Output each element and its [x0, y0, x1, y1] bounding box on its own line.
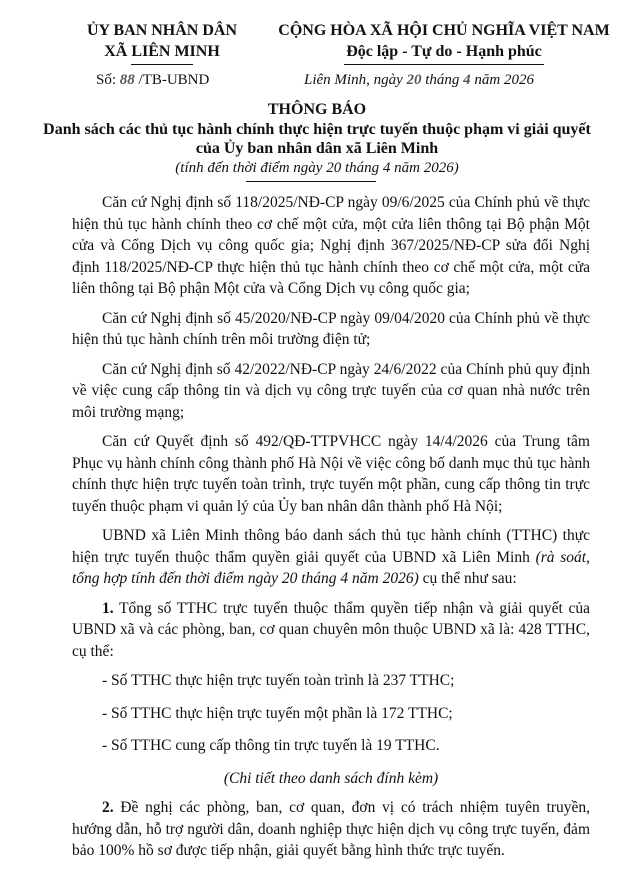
document-title: THÔNG BÁO	[267, 101, 367, 118]
national-name: CỘNG HÒA XÃ HỘI CHỦ NGHĨA VIỆT NAM	[278, 22, 610, 39]
paragraph-basis-1: Căn cứ Nghị định số 118/2025/NĐ-CP ngày 09/6/2025 của Chính phủ về thực hiện thủ tục hành chính theo cơ chế một cửa, một cửa liên thông tại Bộ phận Một cửa và Cổng Dịch vụ công quốc gia; Nghị định 367/2025/NĐ-CP sửa đổi Nghị định 118/2025/NĐ-CP thực hiện thủ tục hành chính theo cơ chế một cửa, một cửa liên thông tại Bộ phận Một cửa và Cổng Dịch vụ công quốc gia;	[72, 194, 590, 297]
section-1: 1. Tổng số TTHC trực tuyến thuộc thẩm quyền tiếp nhận và giải quyết của UBND xã và các phòng, ban, cơ quan chuyên môn thuộc UBND xã là: 428 TTHC, cụ thể:	[72, 599, 590, 660]
attachment-note: (Chi tiết theo danh sách đính kèm)	[223, 769, 439, 787]
document-body	[72, 192, 590, 870]
issuer-name: ỦY BAN NHÂN DÂN	[86, 22, 238, 39]
motto-underline	[344, 64, 544, 65]
document-number-value: 88	[119, 72, 135, 88]
issue-date: Liên Minh, ngày 20 tháng 4 năm 2026	[304, 72, 535, 88]
paragraph-basis-2: Căn cứ Nghị định số 45/2020/NĐ-CP ngày 09/04/2020 của Chính phủ về thực hiện thủ tục hành chính trên môi trường điện tử;	[72, 309, 590, 348]
document-subtitle: Danh sách các thủ tục hành chính thực hiện trực tuyến thuộc phạm vi giải quyết của Ủy ban nhân dân xã Liên Minh	[43, 121, 591, 157]
paragraph-basis-3: Căn cứ Nghị định số 42/2022/NĐ-CP ngày 24/6/2022 của Chính phủ quy định về việc cung cấp thông tin và dịch vụ công trực tuyến của cơ quan nhà nước trên môi trường mạng;	[72, 360, 590, 421]
issue-day: 20	[406, 72, 422, 88]
issue-month: 4	[463, 72, 471, 88]
paragraph-basis-4: Căn cứ Quyết định số 492/QĐ-TTPVHCC ngày 14/4/2026 của Trung tâm Phục vụ hành chính công thành phố Hà Nội về việc công bố danh mục thủ tục hành chính thực hiện trực tuyến toàn trình, trực tuyến một phần, cung cấp thông tin trực tuyến thuộc phạm vi quản lý của Ủy ban nhân dân thành phố Hà Nội;	[72, 433, 590, 515]
document-number: Số: 88 /TB-UBND	[96, 72, 210, 88]
section-2: 2. Đề nghị các phòng, ban, cơ quan, đơn vị có trách nhiệm tuyên truyền, hướng dẫn, hỗ trợ người dân, doanh nghiệp thực hiện dịch vụ công trực tuyến, đảm bảo 100% hồ sơ được tiếp nhận, giải quyết bằng hình thức trực tuyến.	[72, 799, 590, 859]
national-motto: Độc lập - Tự do - Hạnh phúc	[346, 43, 542, 60]
list-item-info-online: - Số TTHC cung cấp thông tin trực tuyến là 19 TTHC.	[102, 737, 440, 754]
issuer-commune: XÃ LIÊN MINH	[104, 43, 220, 60]
document-time-note: (tính đến thời điểm ngày 20 tháng 4 năm 2026)	[175, 160, 459, 176]
list-item-partial-online: - Số TTHC thực hiện trực tuyến một phần là 172 TTHC;	[102, 704, 453, 722]
paragraph-announcement: UBND xã Liên Minh thông báo danh sách thủ tục hành chính (TTHC) thực hiện trực tuyến thuộc thẩm quyền giải quyết của UBND xã Liên Minh (rà soát, tổng hợp tính đến thời điểm ngày 20 tháng 4 năm 2026) cụ thể như sau:	[72, 527, 590, 587]
issuer-block	[62, 20, 262, 65]
title-divider	[246, 181, 376, 182]
list-item-full-online: - Số TTHC thực hiện trực tuyến toàn trình là 237 TTHC;	[102, 672, 455, 689]
national-heading	[258, 20, 630, 65]
issuer-underline	[131, 64, 193, 65]
